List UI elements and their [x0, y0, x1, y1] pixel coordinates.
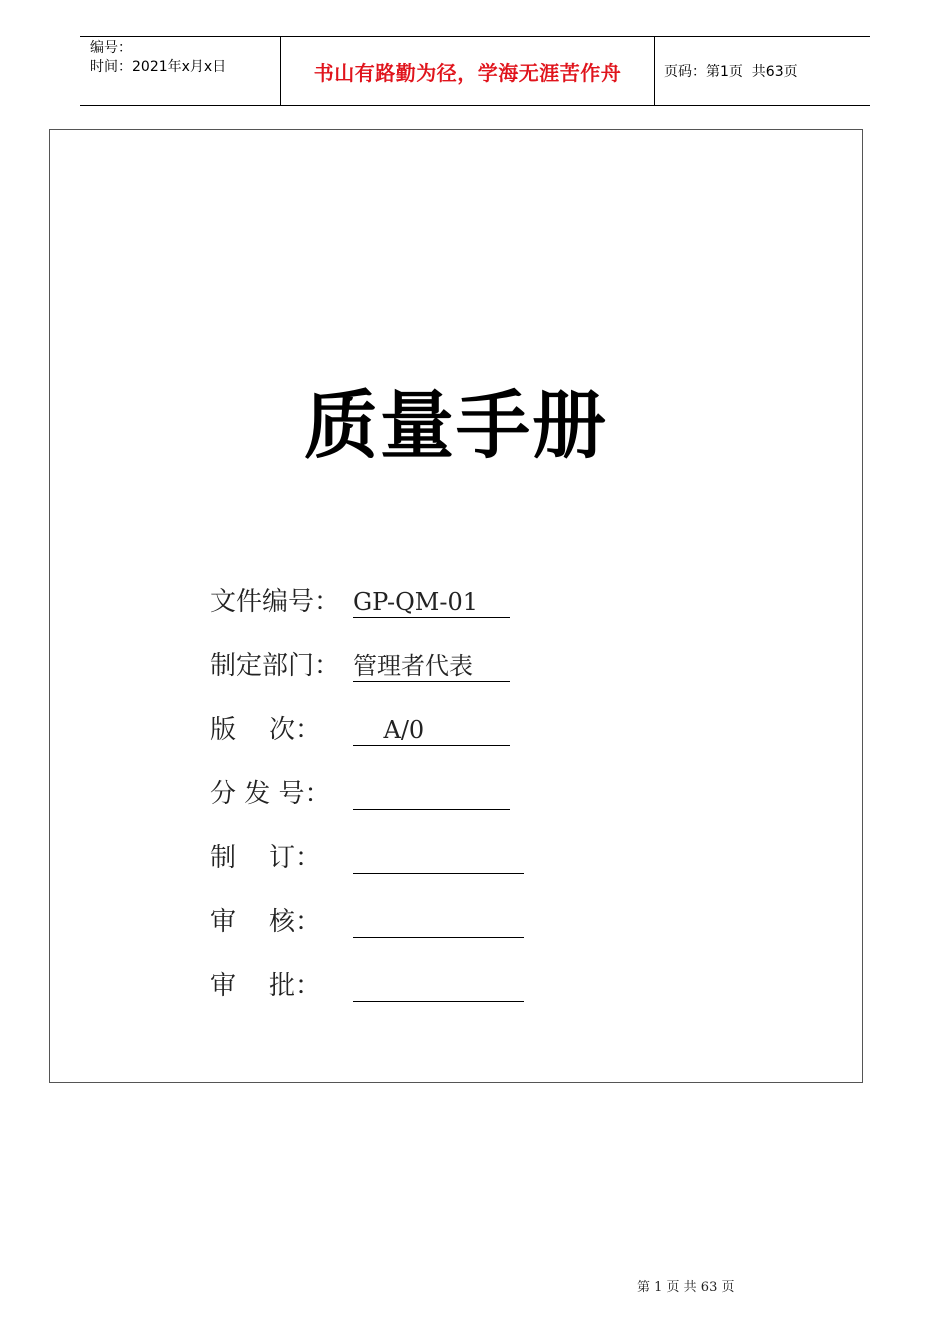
document-title: 质量手册	[304, 383, 608, 469]
field-prepared-by	[210, 840, 524, 874]
field-distribution-number	[210, 776, 510, 810]
field-value	[353, 779, 510, 810]
field-label: 审 核：	[210, 907, 322, 937]
page-footer: 第 1 页 共 63 页	[637, 1280, 735, 1295]
field-value	[353, 971, 524, 1002]
field-approved-by	[210, 968, 524, 1002]
field-label: 审 批：	[210, 971, 322, 1001]
field-value	[353, 843, 524, 874]
document-number-label: 编号：	[90, 40, 132, 56]
cover-box	[49, 129, 863, 1083]
document-time-label: 时间：2021年x月x日	[90, 59, 227, 75]
field-label: 文件编号：	[210, 587, 341, 617]
field-value: 管理者代表	[353, 651, 510, 682]
page-info-text: 页码：第1页 共63页	[664, 64, 798, 80]
field-value: GP-QM-01	[353, 588, 509, 616]
field-label: 制定部门：	[210, 651, 341, 681]
field-value	[353, 907, 524, 938]
field-reviewed-by	[210, 904, 524, 938]
header-motto: 书山有路勤为径，学海无涯苦作舟	[313, 60, 622, 85]
header-divider	[654, 37, 655, 105]
field-file-number	[210, 584, 510, 618]
field-label: 版 次：	[210, 715, 322, 745]
header-page-info	[664, 37, 798, 105]
field-value: A/0	[353, 715, 510, 746]
document-header	[80, 36, 870, 106]
field-edition	[210, 712, 510, 746]
field-department	[210, 648, 510, 682]
field-label: 制 订：	[210, 843, 322, 873]
field-label: 分 发 号：	[210, 779, 331, 809]
header-meta	[90, 39, 280, 77]
